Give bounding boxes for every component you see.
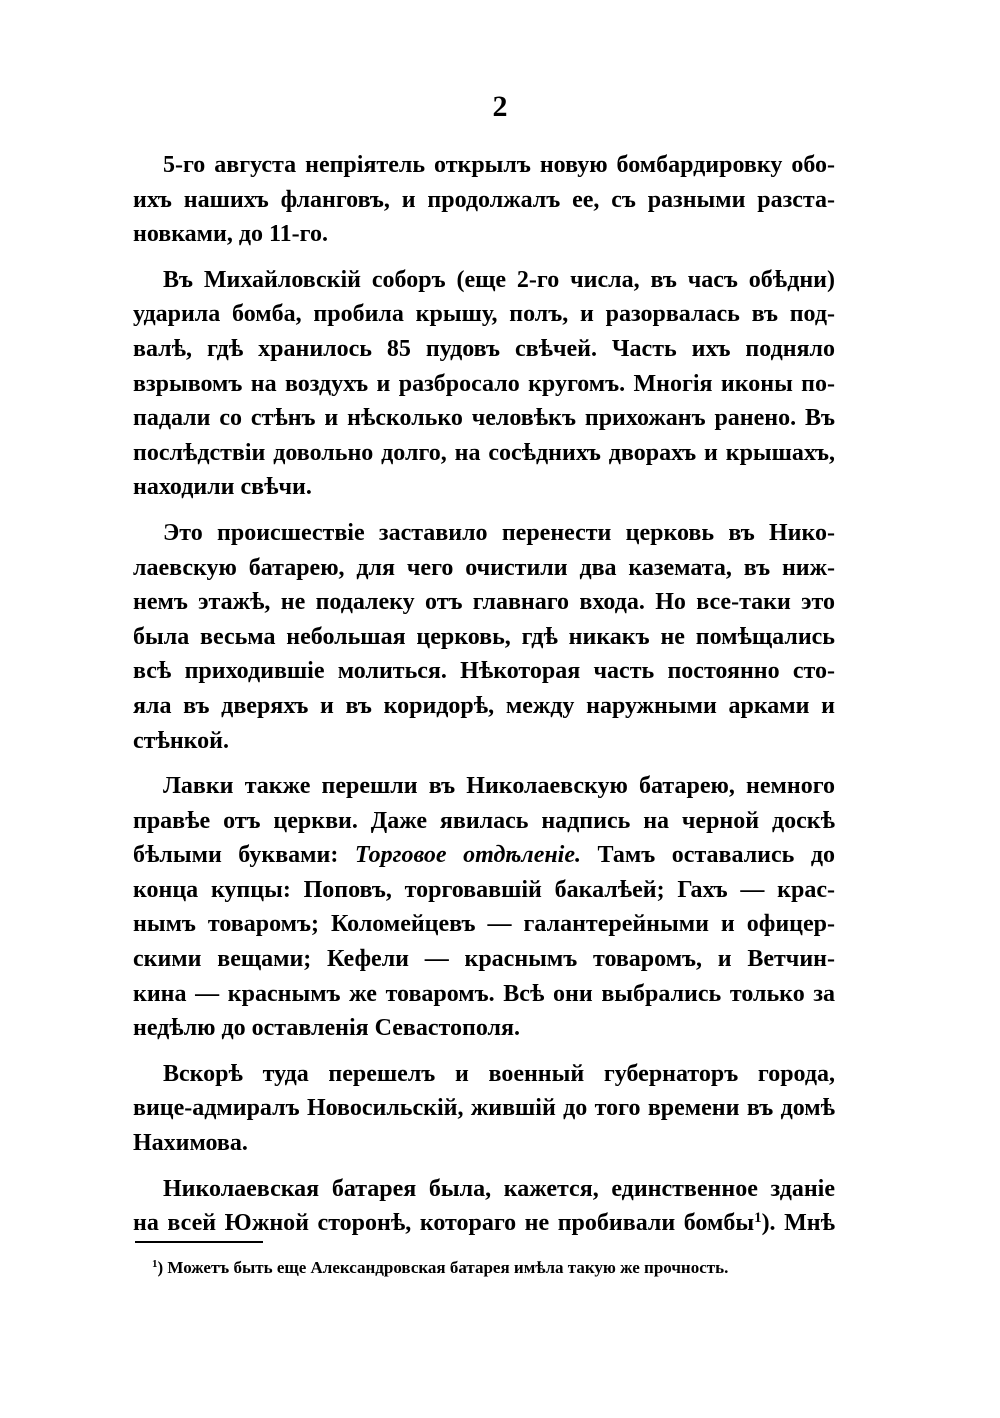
page-number: 2 (492, 90, 508, 123)
text-line: валѣ, гдѣ хранилось 85 пудовъ свѣчей. Часть ихъ подняло (133, 335, 835, 362)
text-line: Лавки также перешли въ Николаевскую батарею, немного (163, 773, 835, 800)
text-line: послѣдствіи довольно долго, на сосѣднихъ дворахъ и крышахъ, (133, 439, 835, 466)
text-line: немъ этажѣ, не подалеку отъ главнаго входа. Но все-таки это (133, 589, 835, 616)
text-line: конца купцы: Поповъ, торговавшій бакалѣей; Гахъ — крас- (133, 876, 835, 903)
text-line: Нахимова. (133, 1130, 248, 1157)
paragraph-4 (133, 769, 835, 1046)
text-line: ихъ нашихъ фланговъ, и продолжалъ ее, съ разными разста- (133, 186, 835, 213)
text-line: новками, до 11-го. (133, 221, 328, 248)
paragraph-3 (133, 516, 835, 758)
text-line: Это происшествіе заставило перенести церковь въ Нико- (163, 519, 835, 546)
text-line: правѣе отъ церкви. Даже явилась надпись на черной доскѣ (133, 807, 835, 834)
text-line: вице-адмиралъ Новосильскій, жившій до того времени въ домѣ (133, 1095, 835, 1122)
text-line: Въ Михайловскій соборъ (еще 2-го числа, въ часъ обѣдни) (163, 266, 835, 293)
footnote-divider (135, 1241, 263, 1243)
paragraph-2 (133, 263, 835, 505)
text-run: Тамъ оставались до (581, 842, 836, 869)
text-line: стѣнкой. (133, 727, 230, 754)
footnote-number: 1 (152, 1258, 158, 1270)
text-line: находили свѣчи. (133, 474, 312, 501)
text-run: на всей Южной сторонѣ, котораго не пробивали бомбы (133, 1210, 755, 1237)
italic-sign-text: Торговое отдѣленіе. (354, 842, 581, 869)
text-line: яла въ дверяхъ и въ коридорѣ, между наружными арками и (133, 692, 835, 719)
text-line: ударила бомба, пробила крышу, полъ, и разорвалась въ под- (133, 301, 835, 328)
text-line: взрывомъ на воздухъ и разбросало кругомъ. Многія иконы по- (133, 370, 835, 397)
text-line: Николаевская батарея была, кажется, единственное зданіе (163, 1175, 835, 1202)
text-line: нымъ товаромъ; Коломейцевъ — галантерейными и офицер- (133, 911, 835, 938)
text-line (133, 1206, 835, 1241)
footnote-marker: 1 (754, 1210, 762, 1227)
body-text (133, 148, 835, 1241)
text-line: недѣлю до оставленія Севастополя. (133, 1015, 520, 1042)
paragraph-5 (133, 1057, 835, 1161)
footnote-text: ) Можетъ быть еще Александровская батарея имѣла такую же прочность. (157, 1258, 729, 1277)
text-line: была весьма небольшая церковь, гдѣ никакъ не помѣщались (133, 623, 835, 650)
text-line: всѣ приходившіе молиться. Нѣкоторая часть постоянно сто- (133, 658, 835, 685)
text-line: скими вещами; Кефели — краснымъ товаромъ, и Ветчин- (133, 946, 835, 973)
footnote (152, 1258, 832, 1278)
text-run: бѣлыми буквами: (133, 842, 355, 869)
text-line (133, 838, 835, 873)
text-line: 5-го августа непріятель открылъ новую бомбардировку обо- (163, 152, 835, 178)
text-line: кина — краснымъ же товаромъ. Всѣ они выбрались только за (133, 980, 835, 1007)
text-line: Вскорѣ туда перешелъ и военный губернаторъ города, (163, 1060, 835, 1087)
text-line: лаевскую батарею, для чего очистили два каземата, въ ниж- (133, 554, 835, 581)
text-run: ). Мнѣ (761, 1210, 835, 1237)
text-line: падали со стѣнъ и нѣсколько человѣкъ прихожанъ ранено. Въ (133, 405, 835, 432)
paragraph-1 (133, 148, 835, 252)
paragraph-6 (133, 1172, 835, 1241)
